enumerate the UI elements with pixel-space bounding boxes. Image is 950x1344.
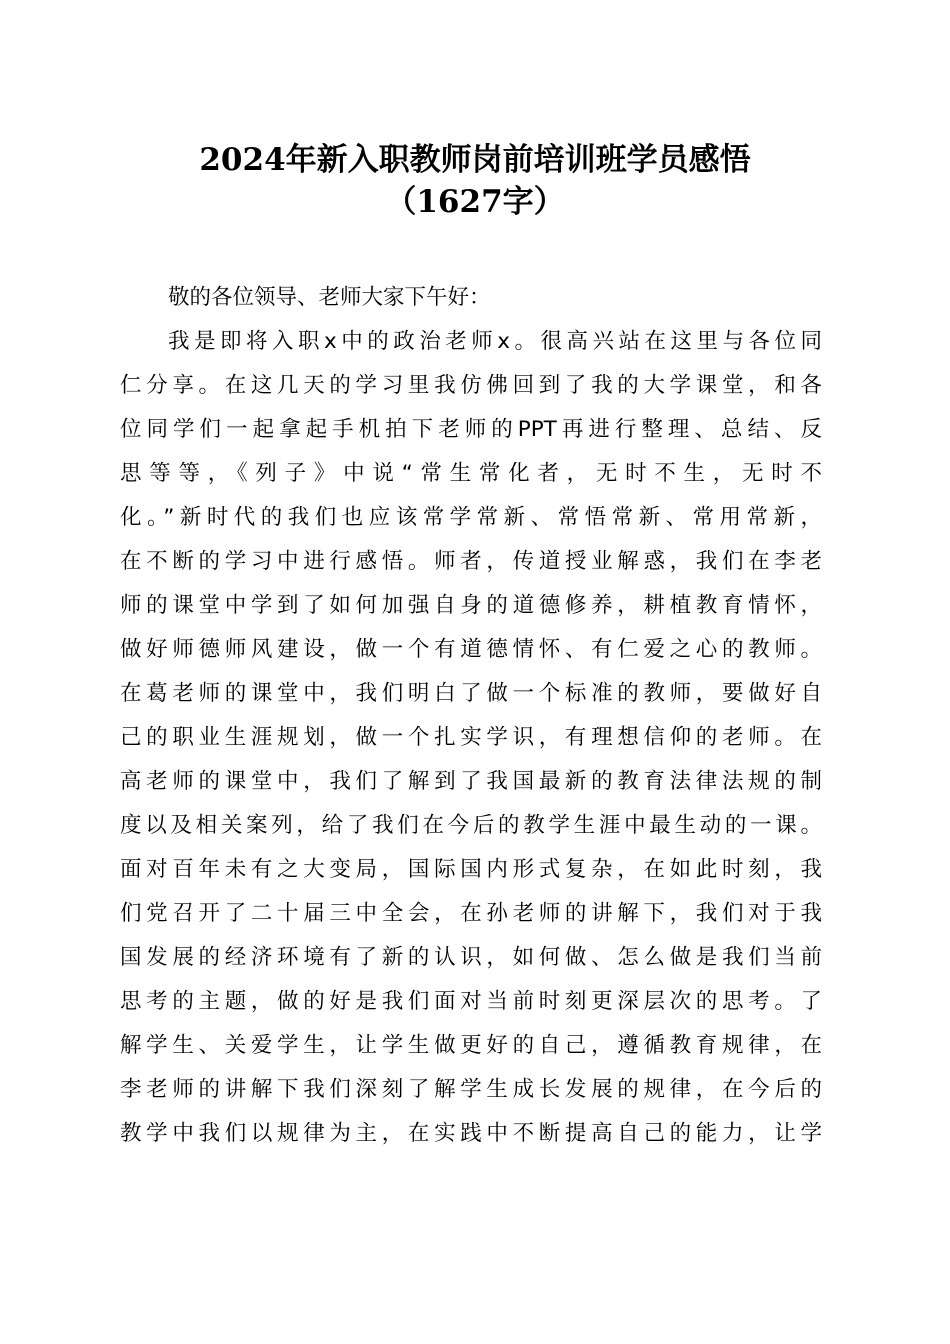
- body-text-line: 己的职业生涯规划，做一个扎实学识，有理想信仰的老师。在: [120, 725, 822, 750]
- document-subtitle-word-count: （1627字）: [385, 184, 565, 220]
- body-text-line: 做好师德师风建设，做一个有道德情怀、有仁爱之心的教师。: [120, 637, 822, 662]
- body-text-line: 面对百年未有之大变局，国际国内形式复杂，在如此时刻，我: [120, 857, 822, 882]
- greeting-paragraph: 敬的各位领导、老师大家下午好：: [168, 285, 491, 310]
- body-text-line: 位同学们一起拿起手机拍下老师的PPT再进行整理、总结、反: [120, 417, 822, 442]
- body-text-line: 国发展的经济环境有了新的认识，如何做、怎么做是我们当前: [120, 945, 822, 970]
- body-text-line: 师的课堂中学到了如何加强自身的道德修养，耕植教育情怀，: [120, 593, 822, 618]
- body-text-line: 们党召开了二十届三中全会，在孙老师的讲解下，我们对于我: [120, 901, 822, 926]
- body-text-line: 在葛老师的课堂中，我们明白了做一个标准的教师，要做好自: [120, 681, 822, 706]
- body-text-line: 化。”新时代的我们也应该常学常新、常悟常新、常用常新，: [120, 505, 822, 530]
- body-text-line: 思考的主题，做的好是我们面对当前时刻更深层次的思考。了: [120, 989, 822, 1014]
- body-text-line: 教学中我们以规律为主，在实践中不断提高自己的能力，让学: [120, 1121, 822, 1146]
- body-text-line: 度以及相关案列，给了我们在今后的教学生涯中最生动的一课。: [120, 813, 822, 838]
- body-text-line: 仁分享。在这几天的学习里我仿佛回到了我的大学课堂，和各: [120, 373, 822, 398]
- body-text-line: 高老师的课堂中，我们了解到了我国最新的教育法律法规的制: [120, 769, 822, 794]
- body-text-line: 解学生、关爱学生，让学生做更好的自己，遵循教育规律，在: [120, 1033, 822, 1058]
- document-title: 2024年新入职教师岗前培训班学员感悟: [199, 142, 751, 178]
- body-text-line: 李老师的讲解下我们深刻了解学生成长发展的规律，在今后的: [120, 1077, 822, 1102]
- body-text-line: 我是即将入职x中的政治老师x。很高兴站在这里与各位同: [168, 329, 822, 354]
- body-text-line: 思等等，《列子》中说“常生常化者，无时不生，无时不: [120, 461, 822, 486]
- body-text-line: 在不断的学习中进行感悟。师者，传道授业解惑，我们在李老: [120, 549, 822, 574]
